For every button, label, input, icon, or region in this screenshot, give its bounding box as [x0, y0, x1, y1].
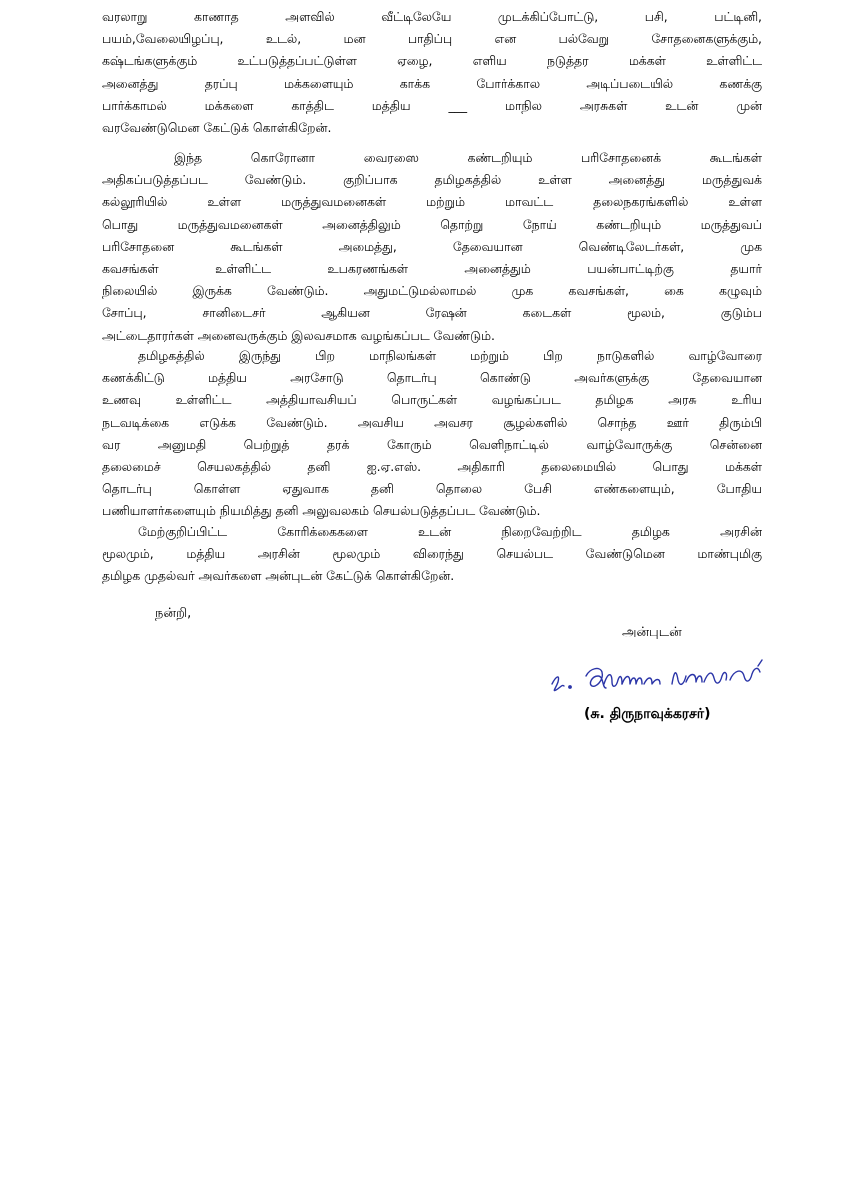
paragraph-line: அனைத்து தரப்பு மக்களையும் காக்க போர்க்கால அடிப்படையில் கணக்கு [102, 75, 762, 91]
paragraph-line: அதிகப்படுத்தப்பட வேண்டும். குறிப்பாக தமிழகத்தில் உள்ள அனைத்து மருத்துவக் [102, 172, 762, 188]
signer-name: (சு. திருநாவுக்கரசர்) [584, 706, 711, 722]
paragraph-line: தமிழகத்தில் இருந்து பிற மாநிலங்கள் மற்றும் பிற நாடுகளில் வாழ்வோரை [138, 348, 762, 363]
paragraph-line: நடவடிக்கை எடுக்க வேண்டும். அவசிய அவசர சூழல்களில் சொந்த ஊர் திரும்பி [102, 414, 762, 430]
paragraph-line: உணவு உள்ளிட்ட அத்தியாவசியப் பொருட்கள் வழங்கப்பட தமிழக அரசு உரிய [102, 392, 762, 408]
paragraph-line: சோப்பு, சானிடைசர் ஆகியன ரேஷன் கடைகள் மூலம், குடும்ப [102, 305, 762, 321]
paragraph-line: வரலாறு காணாத அளவில் வீட்டிலேயே முடக்கிப்போட்டு, பசி, பட்டினி, [102, 9, 762, 24]
paragraph-line: தொடர்பு கொள்ள ஏதுவாக தனி தொலை பேசி எண்களையும், போதிய [102, 481, 762, 497]
paragraph-2 [102, 147, 762, 347]
regards-text: அன்புடன் [622, 625, 682, 640]
paragraph-line: பொது மருத்துவமனைகள் அனைத்திலும் தொற்று நோய் கண்டறியும் மருத்துவப் [102, 216, 762, 232]
paragraph-1 [102, 6, 762, 139]
paragraph-line: தலைமைச் செயலகத்தில் தனி ஐ.ஏ.எஸ். அதிகாரி தலைமையில் பொது மக்கள் [102, 458, 762, 474]
paragraph-line: வரவேண்டுமென கேட்டுக் கொள்கிறேன். [102, 119, 332, 135]
paragraph-line: மேற்குறிப்பிட்ட கோரிக்கைகளை உடன் நிறைவேற்றிட தமிழக அரசின் [138, 524, 762, 539]
paragraph-line: அட்டைதாரர்கள் அனைவருக்கும் இலவசமாக வழங்கப்பட வேண்டும். [102, 327, 495, 343]
paragraph-line: கவசங்கள் உள்ளிட்ட உபகரணங்கள் அனைத்தும் பயன்பாட்டிற்கு தயார் [102, 260, 762, 276]
paragraph-line: கஷ்டங்களுக்கும் உட்படுத்தப்பட்டுள்ள ஏழை, எளிய நடுத்தர மக்கள் உள்ளிட்ட [102, 53, 762, 69]
paragraph-line: நிலையில் இருக்க வேண்டும். அதுமட்டுமல்லாமல் முக கவசங்கள், கை கழுவும் [102, 283, 762, 299]
paragraph-line: வர அனுமதி பெற்றுத் தரக் கோரும் வெளிநாட்டில் வாழ்வோருக்கு சென்னை [102, 436, 762, 452]
handwritten-signature [546, 654, 772, 706]
paragraph-line: தமிழக முதல்வர் அவர்களை அன்புடன் கேட்டுக் கொள்கிறேன். [102, 568, 455, 584]
thanks-text: நன்றி, [155, 606, 192, 621]
paragraph-3 [102, 345, 762, 523]
paragraph-4 [102, 521, 762, 588]
paragraph-line: பரிசோதனை கூடங்கள் அமைத்து, தேவையான வெண்டிலேடர்கள், முக [102, 238, 762, 254]
paragraph-line: பார்க்காமல் மக்களை காத்திட மத்திய ___ மாநில அரசுகள் உடன் முன் [102, 97, 762, 113]
paragraph-line: பயம்,வேலையிழப்பு, உடல், மன பாதிப்பு என பல்வேறு சோதனைகளுக்கும், [102, 31, 762, 47]
paragraph-line: பணியாளர்களையும் நியமித்து தனி அலுவலகம் செயல்படுத்தப்பட வேண்டும். [102, 503, 541, 519]
paragraph-line: கணக்கிட்டு மத்திய அரசோடு தொடர்பு கொண்டு அவர்களுக்கு தேவையான [102, 370, 762, 386]
paragraph-line: இந்த கொரோனா வைரஸை கண்டறியும் பரிசோதனைக் கூடங்கள் [174, 150, 762, 165]
paragraph-line: கல்லூரியில் உள்ள மருத்துவமனைகள் மற்றும் மாவட்ட தலைநகரங்களில் உள்ள [102, 194, 762, 210]
paragraph-line: மூலமும், மத்திய அரசின் மூலமும் விரைந்து செயல்பட வேண்டுமென மாண்புமிகு [102, 546, 762, 562]
